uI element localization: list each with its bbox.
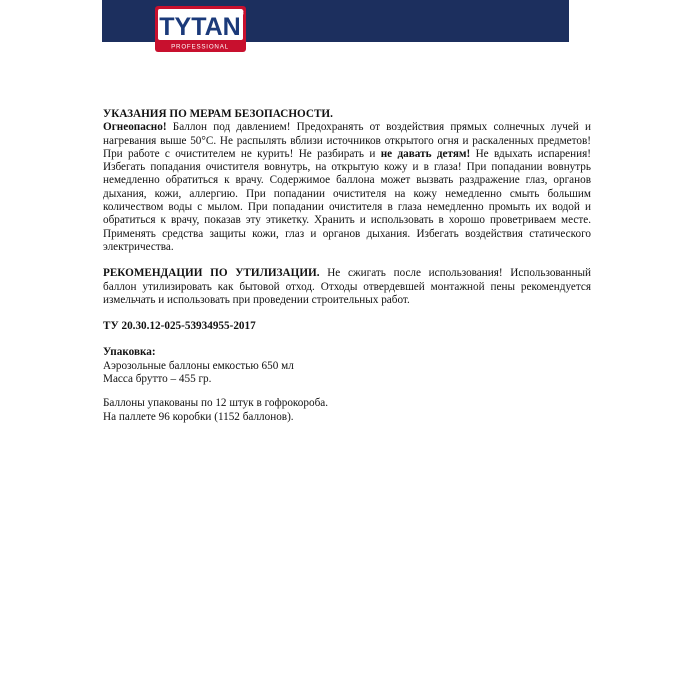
safety-heading: УКАЗАНИЯ ПО МЕРАМ БЕЗОПАСНОСТИ.	[103, 108, 333, 120]
packaging-line-3: Баллоны упакованы по 12 штук в гофрокороба.	[103, 397, 329, 410]
packaging-heading: Упаковка:	[103, 346, 156, 359]
logo-tagline: PROFESSIONAL	[171, 43, 229, 51]
registered-mark: ®	[239, 11, 244, 17]
spec-code: ТУ 20.30.12-025-53934955-2017	[103, 320, 256, 333]
safety-text-2: Не вдыхать испарения! Избегать попадания очистителя вовнутрь, на открытую кожу и в глаза! При попадании вовнутрь немедленно обратиться к врачу. Содержимое баллона может вызвать раздражение глаз, органов дыхания, кожи, аллергию. При попадании очистителя на кожу немедленно смыть большим количеством воды с мылом. При попадании очистителя в глаза немедленно промыть их водой и обратиться к врачу, показав эту этикетку. Хранить и использовать в хорошо проветриваем месте. Применять средства защиты кожи, глаз и органов дыхания. Избегать воздействия статического электричества.	[103, 147, 591, 253]
packaging-line-1: Аэрозольные баллоны емкостью 650 мл	[103, 359, 294, 372]
packaging-line-2: Масса брутто – 455 гр.	[103, 373, 212, 386]
safety-paragraph	[103, 121, 591, 254]
packaging-line-4: На паллете 96 коробки (1152 баллонов).	[103, 410, 294, 423]
logo-wordmark: TYTAN	[159, 13, 241, 41]
fire-warning: Огнеопасно!	[103, 121, 167, 134]
children-warning: не давать детям!	[380, 147, 471, 160]
document-body	[103, 108, 591, 424]
safety-text-1: Баллон под давлением! Предохранять от воздействия прямых солнечных лучей и нагревания выше 50°С. Не распылять вблизи источников открытого огня и раскаленных предметов! При работе с очистителем не курить! Не разбирать и	[103, 121, 591, 160]
disposal-text: Не сжигать после использования! Использованный баллон утилизировать как бытовой отход. Отходы отвердевшей монтажной пены рекомендуется измельчать и использовать при проведении строительных работ.	[103, 267, 591, 306]
disposal-heading: РЕКОМЕНДАЦИИ ПО УТИЛИЗАЦИИ.	[103, 267, 320, 280]
disposal-paragraph	[103, 267, 591, 307]
tytan-logo	[155, 6, 246, 52]
